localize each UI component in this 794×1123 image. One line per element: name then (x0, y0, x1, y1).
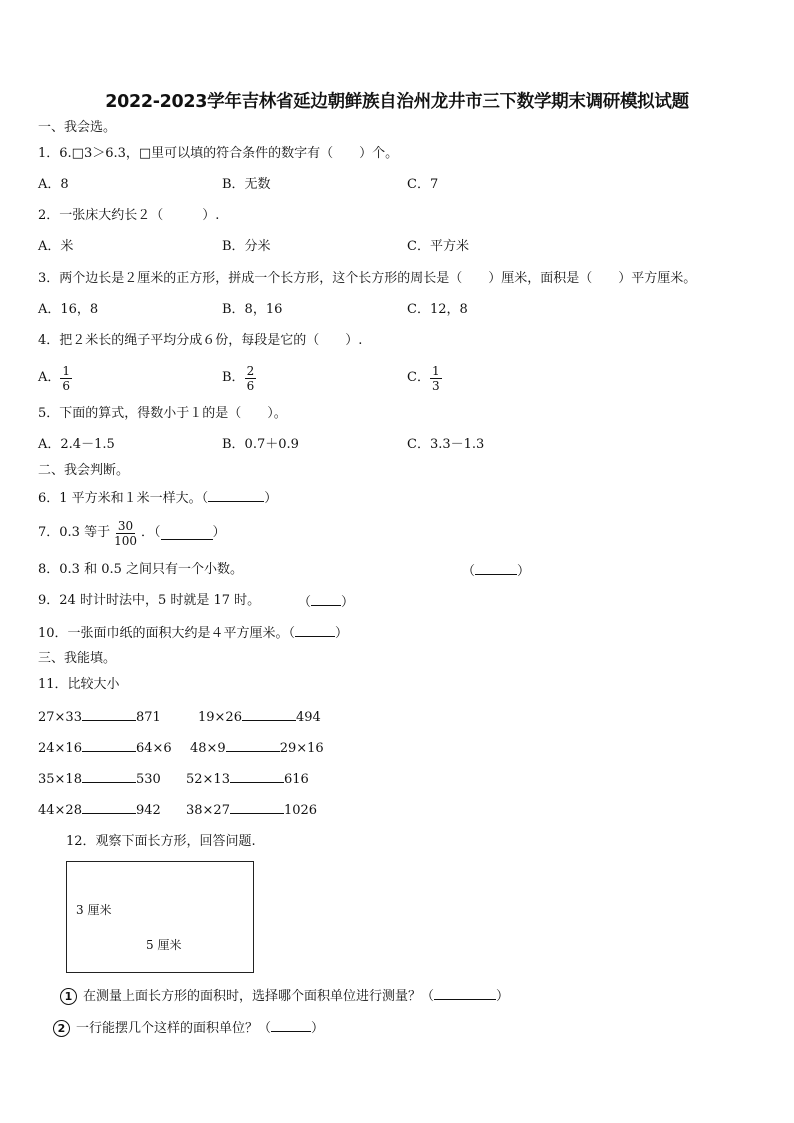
q1-option-c: C．7 (407, 177, 439, 192)
q11-row-4-left: 44×28 942 (38, 803, 161, 818)
compare-blank[interactable] (226, 739, 280, 752)
section-heading-2: 二、我会判断。 (38, 463, 130, 478)
q1-option-b: B．无数 (222, 177, 271, 192)
compare-blank[interactable] (82, 708, 136, 721)
answer-blank[interactable] (295, 624, 335, 637)
q4-option-c (407, 359, 442, 397)
compare-blank[interactable] (82, 739, 136, 752)
question-2: 2．一张床大约长２（ ）. (38, 208, 220, 223)
question-10: 10．一张面巾纸的面积大约是４平方厘米。（ ） (38, 626, 349, 641)
q2-option-c: C．平方米 (407, 239, 469, 254)
rectangle-figure (66, 861, 254, 973)
q11-row-3-left: 35×18 530 (38, 772, 161, 787)
q2-option-a: A．米 (38, 239, 74, 254)
compare-blank[interactable] (230, 801, 284, 814)
q4-option-c-label: C． (407, 370, 430, 385)
q4-option-a-fraction: $\frac{1}{6}$ (62, 363, 71, 393)
question-7: 7．0.3 等于 $\frac{30}{100}$ ．（ ） (38, 518, 226, 548)
answer-blank[interactable] (208, 489, 264, 502)
q4-option-a-label: A． (38, 370, 61, 385)
section-heading-3: 三、我能填。 (38, 651, 117, 666)
q8-answer: （ ） (462, 564, 531, 579)
rect-height-label: 3 厘米 (76, 903, 112, 917)
q5-option-a: A．2.4－1.5 (38, 437, 115, 452)
question-6: 6．1 平方米和１米一样大。（ ） (38, 491, 278, 506)
q11-row-1-right: 19×26 494 (198, 710, 321, 725)
q4-option-b-label: B． (222, 370, 245, 385)
q11-row-2-right: 48×9 29×16 (190, 741, 324, 756)
question-11-title: 11．比较大小 (38, 677, 120, 692)
q4-option-a (38, 359, 72, 397)
q5-option-c: C．3.3－1.3 (407, 437, 485, 452)
answer-blank[interactable] (271, 1019, 311, 1032)
answer-blank[interactable] (311, 593, 341, 606)
q7-fraction: $\frac{30}{100}$ (114, 518, 137, 548)
q2-option-b: B．分米 (222, 239, 271, 254)
q4-option-c-fraction: $\frac{1}{3}$ (431, 363, 440, 393)
answer-blank[interactable] (475, 562, 517, 575)
question-8: 8．0.3 和 0.5 之间只有一个小数。 (38, 562, 244, 577)
rect-width-label: 5 厘米 (146, 938, 182, 952)
question-12-title: 12．观察下面长方形，回答问题. (66, 834, 256, 849)
circled-2-icon: 2 (53, 1020, 70, 1037)
compare-blank[interactable] (82, 801, 136, 814)
q12-sub-2: 2 一行能摆几个这样的面积单位？（ ） (53, 1019, 324, 1037)
question-9: 9．24 时计时法中，5 时就是 17 时。 (38, 593, 261, 608)
q9-answer: （ ） (298, 595, 355, 610)
question-3: 3．两个边长是２厘米的正方形，拼成一个长方形，这个长方形的周长是（ ）厘米，面积是（ ）平方厘米。 (38, 271, 697, 286)
q4-option-b-fraction: $\frac{2}{6}$ (246, 363, 255, 393)
q11-row-1-left: 27×33 871 (38, 710, 161, 725)
question-1: 1．6.□3＞6.3，□里可以填的符合条件的数字有（ ）个。 (38, 146, 399, 161)
q3-option-a: A．16，8 (38, 302, 99, 317)
question-4: 4．把２米长的绳子平均分成６份，每段是它的（ ）. (38, 333, 363, 348)
q1-option-a: A．8 (38, 177, 69, 192)
q11-row-2-left: 24×16 64×6 (38, 741, 172, 756)
q3-option-b: B．8，16 (222, 302, 283, 317)
compare-blank[interactable] (242, 708, 296, 721)
q11-row-3-right: 52×13 616 (186, 772, 309, 787)
q3-option-c: C．12，8 (407, 302, 468, 317)
compare-blank[interactable] (230, 770, 284, 783)
q11-row-4-right: 38×27 1026 (186, 803, 318, 818)
q5-option-b: B．0.7＋0.9 (222, 437, 299, 452)
q12-sub-1: 1 在测量上面长方形的面积时，选择哪个面积单位进行测量？（ ） (60, 987, 509, 1005)
circled-1-icon: 1 (60, 988, 77, 1005)
section-heading-1: 一、我会选。 (38, 120, 117, 135)
answer-blank[interactable] (161, 527, 213, 540)
question-5: 5．下面的算式，得数小于１的是（ ）。 (38, 406, 287, 421)
compare-blank[interactable] (82, 770, 136, 783)
answer-blank[interactable] (434, 987, 496, 1000)
q4-option-b (222, 359, 256, 397)
page-title: 2022-2023学年吉林省延边朝鲜族自治州龙井市三下数学期末调研模拟试题 (105, 92, 689, 112)
